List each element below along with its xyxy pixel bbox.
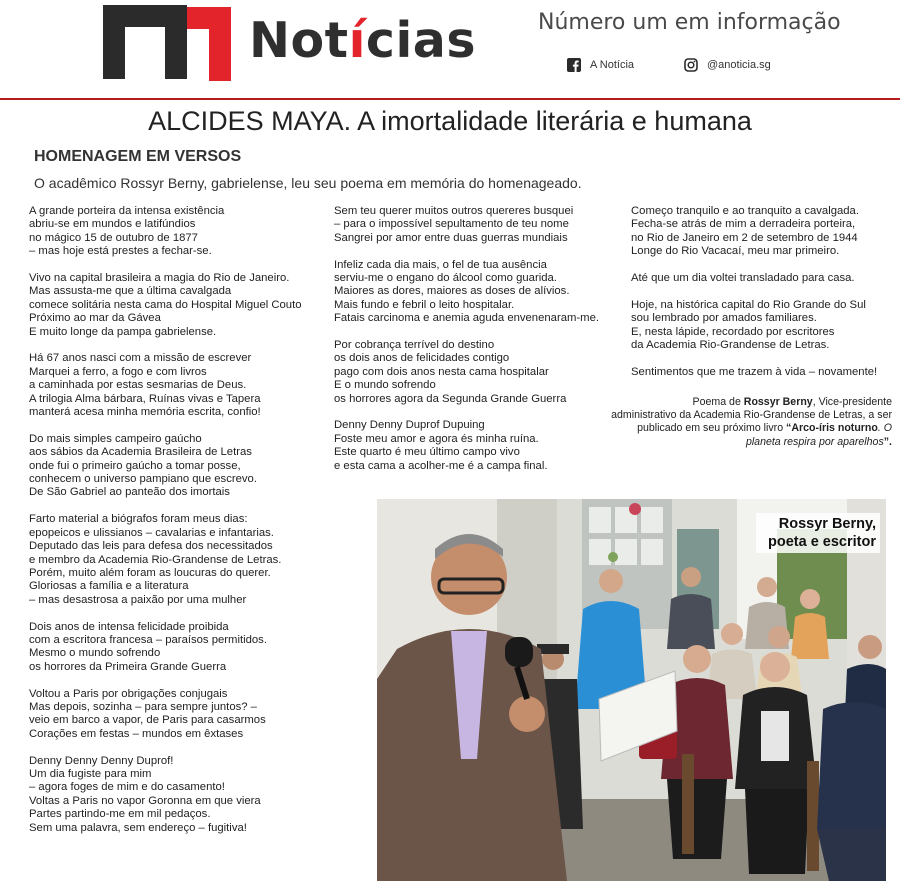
poem-line: Denny Denny Duprof Dupuing bbox=[334, 419, 485, 432]
instagram-label: @anoticia.sg bbox=[707, 59, 771, 71]
poem-line: Do mais simples campeiro gaúcho bbox=[29, 432, 202, 445]
brand-accent: í bbox=[348, 12, 366, 69]
poem-line: E muito longe da pampa gabrielense. bbox=[29, 325, 217, 338]
poem-line: Vivo na capital brasileira a magia do Rio de Janeiro. bbox=[29, 272, 290, 285]
poem-line: com a escritora francesa – paraísos permitidos. bbox=[29, 633, 267, 646]
brand-prefix: Not bbox=[249, 12, 349, 69]
poem-stanza bbox=[334, 339, 634, 406]
poem-line: da Academia Rio-Grandense de Letras. bbox=[631, 339, 830, 352]
poem-stanza bbox=[29, 352, 339, 419]
poem-line: Próximo ao mar da Gávea bbox=[29, 312, 161, 325]
poem-line: Mais fundo e febril o leito hospitalar. bbox=[334, 298, 515, 311]
article-subhead: HOMENAGEM EM VERSOS bbox=[34, 148, 242, 165]
poem-line: Sentimentos que me trazem à vida – novamente! bbox=[631, 365, 878, 378]
masthead bbox=[0, 0, 900, 100]
poem-line: Marquei a ferro, a fogo e com livros bbox=[29, 365, 207, 378]
instagram-icon bbox=[684, 58, 698, 72]
poem-line: Há 67 anos nasci com a missão de escrever bbox=[29, 352, 252, 365]
poem-line: e membro da Academia Rio-Grandense de Letras. bbox=[29, 553, 282, 566]
event-photo-illustration bbox=[377, 499, 886, 881]
poem-line: Um dia fugiste para mim bbox=[29, 767, 152, 780]
photo-caption-line-2: poeta e escritor bbox=[768, 534, 876, 550]
poem-line: Gloriosas a família e a literatura bbox=[29, 580, 189, 593]
tagline: Número um em informação bbox=[538, 10, 841, 35]
author-note bbox=[602, 396, 892, 449]
facebook-icon bbox=[567, 58, 581, 72]
poem-line: Corações em festas – mundos em êxtases bbox=[29, 727, 244, 740]
note-author: Rossyr Berny bbox=[743, 396, 813, 408]
poem-column-3 bbox=[631, 205, 896, 379]
poem-line: Mesmo o mundo sofrendo bbox=[29, 647, 161, 660]
poem-stanza bbox=[631, 366, 896, 379]
poem-line: – para o impossível sepultamento de teu nome bbox=[334, 218, 569, 231]
poem-line: Maiores as dores, maiores as doses de alívios. bbox=[334, 285, 570, 298]
note-book-title: “Arco-íris noturno bbox=[786, 422, 878, 435]
poem-line: Hoje, na histórica capital do Rio Grande do Sul bbox=[631, 298, 866, 311]
poem-stanza bbox=[334, 205, 634, 245]
poem-stanza bbox=[29, 433, 339, 500]
poem-stanza bbox=[334, 259, 634, 326]
poem-line: A grande porteira da intensa existência bbox=[29, 205, 225, 217]
poem-line: Fecha-se atrás de mim a derradeira porteira, bbox=[631, 218, 856, 231]
photo-caption bbox=[756, 513, 880, 553]
poem-line: Começo tranquilo e ao tranquito a cavalgada. bbox=[631, 205, 859, 217]
poem-line: epopeicos e ulissianos – cavalarias e infantarias. bbox=[29, 526, 274, 539]
poem-stanza bbox=[631, 272, 896, 285]
note-book-subtitle: . O planeta respira por aparelhos bbox=[745, 422, 892, 448]
poem-stanza bbox=[29, 205, 339, 259]
poem-line: a caminhada por estas sesmarias de Deus. bbox=[29, 379, 247, 392]
poem-line: De São Gabriel ao panteão dos imortais bbox=[29, 486, 230, 499]
event-photo bbox=[377, 499, 886, 881]
photo-caption-line-1: Rossyr Berny, bbox=[778, 516, 876, 532]
poem-stanza bbox=[29, 272, 339, 339]
poem-line: no Rio de Janeiro em 2 de setembro de 1944 bbox=[631, 231, 858, 244]
facebook-link[interactable] bbox=[567, 58, 634, 72]
poem-line: os horrores agora da Segunda Grande Guerra bbox=[334, 392, 567, 405]
poem-line: Farto material a biógrafos foram meus dias: bbox=[29, 513, 248, 526]
poem-line: Deputado das leis para defesa dos necessitados bbox=[29, 540, 273, 553]
poem-line: Sangrei por amor entre duas guerras mundiais bbox=[334, 231, 568, 244]
logo-mark-icon bbox=[103, 5, 233, 81]
facebook-label: A Notícia bbox=[590, 59, 635, 71]
poem-line: A trilogia Alma bárbara, Ruínas vivas e Tapera bbox=[29, 392, 261, 405]
poem-line: – mas hoje está prestes a fechar-se. bbox=[29, 245, 212, 258]
note-end: ”. bbox=[883, 435, 892, 448]
poem-line: Até que um dia voltei transladado para casa. bbox=[631, 272, 855, 285]
poem-stanza bbox=[29, 513, 339, 607]
brand-logo-text[interactable] bbox=[249, 12, 476, 69]
poem-line: Porém, muito além foram as loucuras do querer. bbox=[29, 566, 271, 579]
poem-line: Foste meu amor e agora és minha ruína. bbox=[334, 432, 539, 445]
poem-line: – mas desastrosa a paixão por uma mulher bbox=[29, 593, 247, 606]
poem-line: Por cobrança terrível do destino bbox=[334, 339, 495, 352]
poem-line: Longe do Rio Vacacaí, meu mar primeiro. bbox=[631, 245, 840, 258]
poem-line: Infeliz cada dia mais, o fel de tua ausência bbox=[334, 258, 547, 271]
poem-line: Este quarto é meu último campo vivo bbox=[334, 446, 520, 459]
poem-line: serviu-me o engano do álcool como guarida. bbox=[334, 272, 557, 285]
article-headline: ALCIDES MAYA. A imortalidade literária e humana bbox=[148, 106, 752, 136]
poem-line: sou lembrado por amados familiares. bbox=[631, 312, 817, 325]
poem-line: comece solitária nesta cama do Hospital Miguel Couto bbox=[29, 298, 302, 311]
poem-line: E o mundo sofrendo bbox=[334, 379, 436, 392]
poem-line: Mas assusta-me que a última cavalgada bbox=[29, 285, 232, 298]
poem-column-2 bbox=[334, 205, 634, 473]
brand-suffix: cias bbox=[365, 12, 476, 69]
poem-line: conhecem o universo pampiano que escrevo. bbox=[29, 473, 257, 486]
poem-line: os horrores da Primeira Grande Guerra bbox=[29, 660, 227, 673]
poem-line: Dois anos de intensa felicidade proibida bbox=[29, 620, 229, 633]
poem-stanza bbox=[29, 755, 339, 835]
poem-line: aos sábios da Academia Brasileira de Letras bbox=[29, 446, 252, 459]
poem-line: Denny Denny Denny Duprof! bbox=[29, 754, 174, 767]
instagram-link[interactable] bbox=[684, 58, 771, 72]
poem-line: E, nesta lápide, recordado por escritores bbox=[631, 325, 835, 338]
poem-line: no mágico 15 de outubro de 1877 bbox=[29, 231, 198, 244]
poem-line: pago com dois anos nesta cama hospitalar bbox=[334, 365, 549, 378]
poem-line: abriu-se em mundos e latifúndios bbox=[29, 218, 196, 231]
note-middle: , Vice-presidente administrativo da Academia Rio-Grandense de Letras, a ser publicado em seu próximo livro bbox=[611, 396, 892, 435]
poem-stanza bbox=[334, 419, 634, 473]
poem-line: Partes partindo-me em mil pedaços. bbox=[29, 808, 211, 821]
poem-stanza bbox=[631, 205, 896, 259]
poem-line: – agora foges de mim e do casamento! bbox=[29, 781, 225, 794]
poem-line: manterá acesa minha memória escrita, confio! bbox=[29, 406, 261, 419]
poem-stanza bbox=[29, 688, 339, 742]
poem-line: Sem teu querer muitos outros quereres busquei bbox=[334, 205, 574, 217]
poem-line: e esta cama a acolher-me é a campa final. bbox=[334, 459, 548, 472]
poem-line: veio em barco a vapor, de Paris para casarmos bbox=[29, 714, 266, 727]
poem-line: Voltas a Paris no vapor Goronna em que viera bbox=[29, 794, 261, 807]
note-prefix: Poema de bbox=[692, 396, 744, 408]
poem-line: onde fui o primeiro gaúcho a tomar posse, bbox=[29, 459, 241, 472]
poem-line: Sem uma palavra, sem endereço – fugitiva! bbox=[29, 821, 247, 834]
poem-line: Fatais carcinoma e anemia aguda envenenaram-me. bbox=[334, 312, 599, 325]
poem-line: Mas depois, sozinha – para sempre juntos? – bbox=[29, 700, 257, 713]
article-intro: O acadêmico Rossyr Berny, gabrielense, leu seu poema em memória do homenageado. bbox=[34, 175, 582, 191]
poem-line: Voltou a Paris por obrigações conjugais bbox=[29, 687, 228, 700]
poem-line: os dois anos de felicidades contigo bbox=[334, 352, 510, 365]
poem-stanza bbox=[631, 299, 896, 353]
poem-column-1 bbox=[29, 205, 339, 835]
poem-stanza bbox=[29, 621, 339, 675]
